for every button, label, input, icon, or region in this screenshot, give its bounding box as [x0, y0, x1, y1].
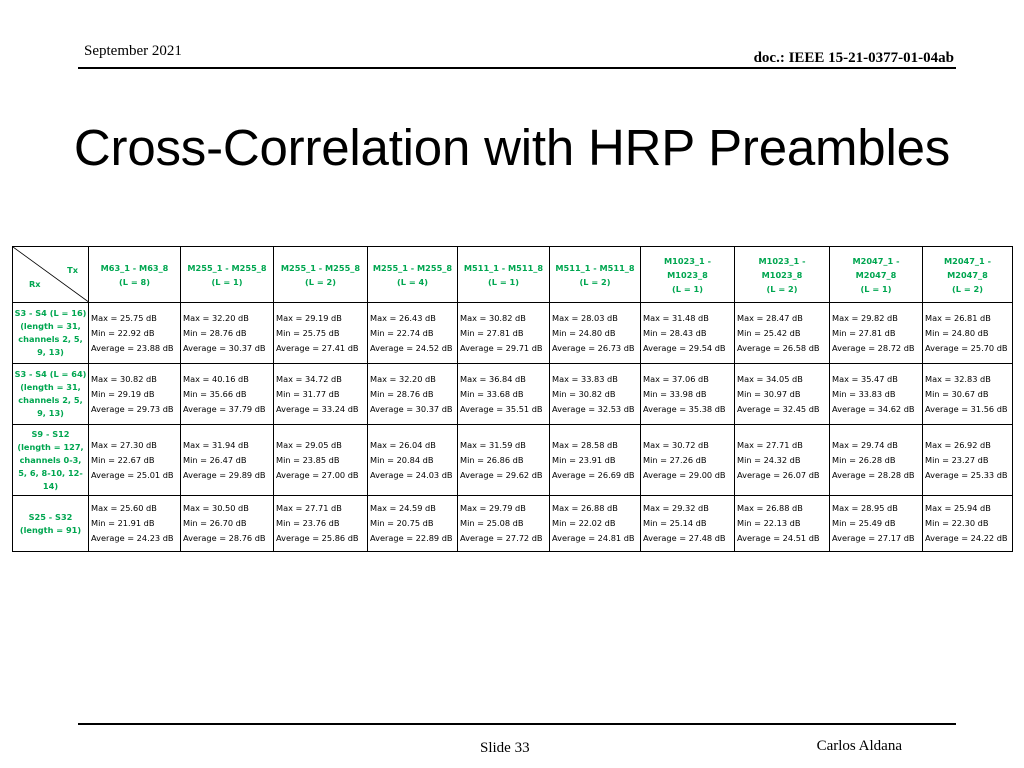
cell-min-value: Min = 21.91 dB [91, 518, 155, 528]
column-header: M511_1 - M511_8 (L = 1) [458, 247, 550, 303]
cell-avg-value: Average = 24.51 dB [737, 533, 820, 543]
column-header: M255_1 - M255_8 (L = 4) [368, 247, 458, 303]
table-cell [641, 303, 735, 364]
column-header: M2047_1 - M2047_8 (L = 1) [830, 247, 923, 303]
cross-correlation-table-container [12, 246, 1013, 552]
cell-max-value: Max = 33.83 dB [552, 373, 618, 384]
cell-max-value: Max = 29.19 dB [276, 312, 342, 323]
cell-avg-value: Average = 33.24 dB [276, 403, 359, 414]
cell-min-value: Min = 26.70 dB [183, 518, 247, 528]
cell-max-value: Max = 28.58 dB [552, 439, 618, 450]
table-cell [368, 303, 458, 364]
table-cell [458, 425, 550, 496]
cell-avg-value: Average = 34.62 dB [832, 403, 915, 414]
cell-avg-value: Average = 35.51 dB [460, 403, 543, 414]
cell-max-value: Max = 25.94 dB [925, 503, 991, 513]
cell-avg-value: Average = 27.48 dB [643, 533, 726, 543]
cell-avg-value: Average = 31.56 dB [925, 403, 1008, 414]
table-cell [89, 425, 181, 496]
cell-avg-value: Average = 24.23 dB [91, 533, 174, 543]
cell-min-value: Min = 25.14 dB [643, 518, 707, 528]
cell-avg-value: Average = 23.88 dB [91, 342, 174, 353]
table-cell [368, 496, 458, 552]
cell-avg-value: Average = 27.72 dB [460, 533, 543, 543]
table-cell [830, 496, 923, 552]
table-body [13, 303, 1013, 552]
cell-avg-value: Average = 26.69 dB [552, 469, 635, 480]
cell-avg-value: Average = 24.22 dB [925, 533, 1008, 543]
table-cell [458, 364, 550, 425]
table-cell [830, 364, 923, 425]
row-header: S3 - S4 (L = 64) (length = 31, channels 2, 5, 9, 13) [13, 364, 89, 425]
cell-max-value: Max = 29.05 dB [276, 439, 342, 450]
cell-min-value: Min = 20.84 dB [370, 454, 434, 465]
cell-max-value: Max = 34.72 dB [276, 373, 342, 384]
slide-number: Slide 33 [480, 740, 530, 756]
cell-max-value: Max = 29.32 dB [643, 503, 709, 513]
cell-max-value: Max = 31.59 dB [460, 439, 526, 450]
cell-avg-value: Average = 29.54 dB [643, 342, 726, 353]
column-header: M255_1 - M255_8 (L = 1) [181, 247, 274, 303]
cell-min-value: Min = 28.43 dB [643, 327, 707, 338]
table-cell [274, 303, 368, 364]
cell-max-value: Max = 35.47 dB [832, 373, 898, 384]
cell-avg-value: Average = 27.00 dB [276, 469, 359, 480]
cell-avg-value: Average = 28.28 dB [832, 469, 915, 480]
cell-min-value: Min = 23.27 dB [925, 454, 989, 465]
cell-avg-value: Average = 26.58 dB [737, 342, 820, 353]
table-cell [923, 303, 1013, 364]
cell-max-value: Max = 32.83 dB [925, 373, 991, 384]
cell-min-value: Min = 22.92 dB [91, 327, 155, 338]
cell-max-value: Max = 28.03 dB [552, 312, 618, 323]
cell-max-value: Max = 28.47 dB [737, 312, 803, 323]
column-header: M2047_1 - M2047_8 (L = 2) [923, 247, 1013, 303]
cell-min-value: Min = 31.77 dB [276, 388, 340, 399]
cell-min-value: Min = 27.81 dB [460, 327, 524, 338]
table-cell [735, 303, 830, 364]
cell-avg-value: Average = 25.01 dB [91, 469, 174, 480]
cell-max-value: Max = 26.92 dB [925, 439, 991, 450]
row-header: S25 - S32 (length = 91) [13, 496, 89, 552]
cell-avg-value: Average = 27.41 dB [276, 342, 359, 353]
slide-title: Cross-Correlation with HRP Preambles [73, 119, 951, 176]
table-cell [641, 364, 735, 425]
cell-max-value: Max = 27.71 dB [737, 439, 803, 450]
table-cell [550, 364, 641, 425]
cell-min-value: Min = 23.76 dB [276, 518, 340, 528]
header-divider [78, 67, 956, 69]
column-header: M63_1 - M63_8 (L = 8) [89, 247, 181, 303]
cell-max-value: Max = 37.06 dB [643, 373, 709, 384]
table-cell [641, 425, 735, 496]
cell-max-value: Max = 27.30 dB [91, 439, 157, 450]
table-cell [368, 425, 458, 496]
cross-correlation-table [12, 246, 1013, 552]
header-date: September 2021 [84, 43, 182, 59]
column-header: M511_1 - M511_8 (L = 2) [550, 247, 641, 303]
column-header: M255_1 - M255_8 (L = 2) [274, 247, 368, 303]
table-cell [181, 364, 274, 425]
table-cell [181, 425, 274, 496]
table-row [13, 425, 1013, 496]
column-header: M1023_1 - M1023_8 (L = 2) [735, 247, 830, 303]
table-cell [274, 364, 368, 425]
table-cell [89, 364, 181, 425]
cell-min-value: Min = 24.32 dB [737, 454, 801, 465]
cell-min-value: Min = 22.67 dB [91, 454, 155, 465]
cell-min-value: Min = 33.98 dB [643, 388, 707, 399]
corner-rx-label: Rx [29, 279, 41, 289]
cell-max-value: Max = 28.95 dB [832, 503, 898, 513]
cell-max-value: Max = 27.71 dB [276, 503, 342, 513]
cell-max-value: Max = 24.59 dB [370, 503, 436, 513]
cell-max-value: Max = 25.75 dB [91, 312, 157, 323]
header-doc-id: doc.: IEEE 15-21-0377-01-04ab [753, 50, 954, 66]
column-header: M1023_1 - M1023_8 (L = 1) [641, 247, 735, 303]
footer-divider [78, 723, 956, 725]
cell-avg-value: Average = 29.89 dB [183, 469, 266, 480]
cell-avg-value: Average = 37.79 dB [183, 403, 266, 414]
cell-avg-value: Average = 25.86 dB [276, 533, 359, 543]
cell-min-value: Min = 22.30 dB [925, 518, 989, 528]
cell-avg-value: Average = 29.00 dB [643, 469, 726, 480]
cell-min-value: Min = 30.97 dB [737, 388, 801, 399]
corner-cell [13, 247, 89, 303]
table-cell [274, 496, 368, 552]
cell-max-value: Max = 31.48 dB [643, 312, 709, 323]
author-name: Carlos Aldana [816, 738, 902, 754]
cell-min-value: Min = 28.76 dB [183, 327, 247, 338]
cell-max-value: Max = 26.81 dB [925, 312, 991, 323]
cell-max-value: Max = 25.60 dB [91, 503, 157, 513]
corner-tx-label: Tx [67, 265, 78, 275]
cell-max-value: Max = 30.82 dB [460, 312, 526, 323]
cell-max-value: Max = 29.79 dB [460, 503, 526, 513]
cell-avg-value: Average = 28.76 dB [183, 533, 266, 543]
cell-min-value: Min = 26.47 dB [183, 454, 247, 465]
table-cell [735, 364, 830, 425]
cell-min-value: Min = 22.13 dB [737, 518, 801, 528]
cell-avg-value: Average = 24.81 dB [552, 533, 635, 543]
cell-min-value: Min = 30.67 dB [925, 388, 989, 399]
cell-avg-value: Average = 24.52 dB [370, 342, 453, 353]
cell-min-value: Min = 26.86 dB [460, 454, 524, 465]
cell-min-value: Min = 24.80 dB [925, 327, 989, 338]
cell-min-value: Min = 25.08 dB [460, 518, 524, 528]
cell-min-value: Min = 28.76 dB [370, 388, 434, 399]
cell-min-value: Min = 23.91 dB [552, 454, 616, 465]
table-cell [550, 303, 641, 364]
table-cell [181, 496, 274, 552]
cell-max-value: Max = 36.84 dB [460, 373, 526, 384]
table-header-row [13, 247, 1013, 303]
cell-max-value: Max = 26.88 dB [552, 503, 618, 513]
table-cell [923, 425, 1013, 496]
cell-min-value: Min = 25.42 dB [737, 327, 801, 338]
cell-avg-value: Average = 27.17 dB [832, 533, 915, 543]
table-cell [830, 425, 923, 496]
cell-min-value: Min = 23.85 dB [276, 454, 340, 465]
cell-min-value: Min = 30.82 dB [552, 388, 616, 399]
cell-avg-value: Average = 24.03 dB [370, 469, 453, 480]
cell-min-value: Min = 22.74 dB [370, 327, 434, 338]
row-header: S9 - S12 (length = 127, channels 0-3, 5, 6, 8-10, 12-14) [13, 425, 89, 496]
table-row [13, 303, 1013, 364]
table-cell [923, 496, 1013, 552]
table-cell [641, 496, 735, 552]
cell-max-value: Max = 29.74 dB [832, 439, 898, 450]
table-cell [89, 496, 181, 552]
cell-max-value: Max = 40.16 dB [183, 373, 249, 384]
table-cell [181, 303, 274, 364]
cell-min-value: Min = 27.26 dB [643, 454, 707, 465]
cell-min-value: Min = 35.66 dB [183, 388, 247, 399]
cell-max-value: Max = 26.43 dB [370, 312, 436, 323]
cell-min-value: Min = 29.19 dB [91, 388, 155, 399]
cell-max-value: Max = 34.05 dB [737, 373, 803, 384]
cell-avg-value: Average = 29.62 dB [460, 469, 543, 480]
cell-avg-value: Average = 32.45 dB [737, 403, 820, 414]
cell-min-value: Min = 33.83 dB [832, 388, 896, 399]
table-cell [458, 496, 550, 552]
cell-avg-value: Average = 25.33 dB [925, 469, 1008, 480]
cell-avg-value: Average = 26.07 dB [737, 469, 820, 480]
cell-max-value: Max = 32.20 dB [183, 312, 249, 323]
table-cell [830, 303, 923, 364]
table-cell [923, 364, 1013, 425]
table-cell [550, 425, 641, 496]
cell-max-value: Max = 31.94 dB [183, 439, 249, 450]
table-cell [735, 425, 830, 496]
cell-avg-value: Average = 35.38 dB [643, 403, 726, 414]
cell-min-value: Min = 24.80 dB [552, 327, 616, 338]
cell-min-value: Min = 27.81 dB [832, 327, 896, 338]
cell-min-value: Min = 33.68 dB [460, 388, 524, 399]
cell-max-value: Max = 29.82 dB [832, 312, 898, 323]
cell-avg-value: Average = 29.71 dB [460, 342, 543, 353]
table-cell [274, 425, 368, 496]
cell-min-value: Min = 26.28 dB [832, 454, 896, 465]
table-cell [89, 303, 181, 364]
cell-avg-value: Average = 25.70 dB [925, 342, 1008, 353]
cell-max-value: Max = 32.20 dB [370, 373, 436, 384]
cell-min-value: Min = 22.02 dB [552, 518, 616, 528]
table-row [13, 364, 1013, 425]
cell-min-value: Min = 20.75 dB [370, 518, 434, 528]
cell-avg-value: Average = 29.73 dB [91, 403, 174, 414]
cell-min-value: Min = 25.49 dB [832, 518, 896, 528]
table-cell [735, 496, 830, 552]
cell-max-value: Max = 30.72 dB [643, 439, 709, 450]
table-cell [368, 364, 458, 425]
cell-avg-value: Average = 30.37 dB [370, 403, 453, 414]
cell-avg-value: Average = 22.89 dB [370, 533, 453, 543]
cell-min-value: Min = 25.75 dB [276, 327, 340, 338]
cell-avg-value: Average = 30.37 dB [183, 342, 266, 353]
cell-max-value: Max = 26.04 dB [370, 439, 436, 450]
cell-avg-value: Average = 28.72 dB [832, 342, 915, 353]
cell-max-value: Max = 30.82 dB [91, 373, 157, 384]
row-header: S3 - S4 (L = 16) (length = 31, channels 2, 5, 9, 13) [13, 303, 89, 364]
table-cell [458, 303, 550, 364]
cell-avg-value: Average = 32.53 dB [552, 403, 635, 414]
table-cell [550, 496, 641, 552]
cell-avg-value: Average = 26.73 dB [552, 342, 635, 353]
cell-max-value: Max = 26.88 dB [737, 503, 803, 513]
table-row [13, 496, 1013, 552]
cell-max-value: Max = 30.50 dB [183, 503, 249, 513]
